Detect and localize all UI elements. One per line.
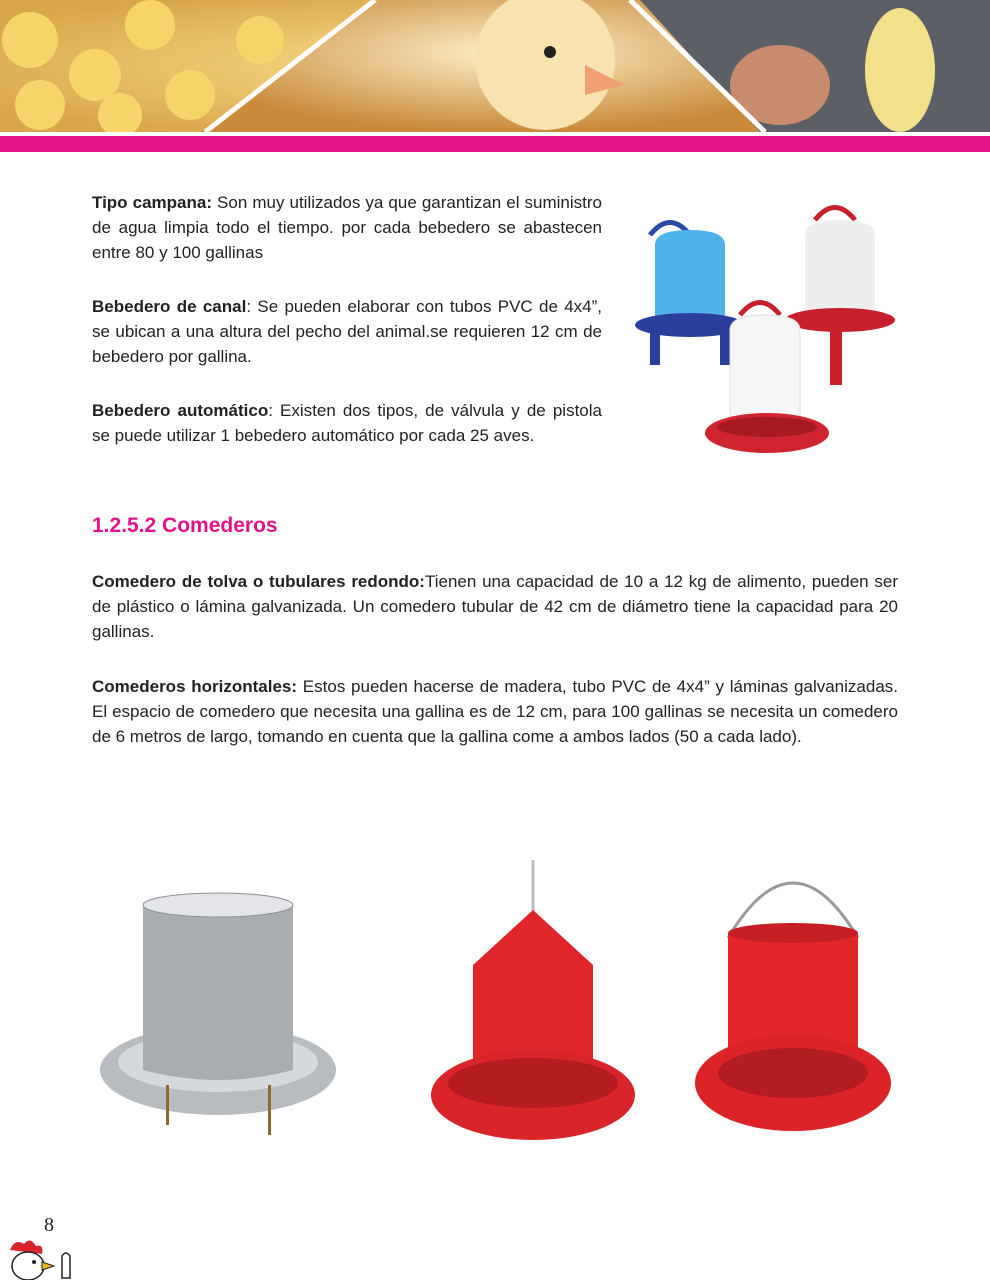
section-heading: 1.2.5.2 Comederos: [92, 514, 278, 537]
term-description: Tienen una capacidad de 10 a 12 kg de alimento, pueden ser de plástico o lámina galvanizada. Un comedero tubular de 42 cm de diámetro tiene la capacidad para 20 gallinas.: [92, 572, 898, 641]
red-bucket-feeder-image: [693, 878, 893, 1148]
header-accent-bar: [0, 136, 990, 152]
galvanized-feeder-image: [98, 890, 338, 1140]
rooster-logo-icon: [2, 1232, 80, 1280]
paragraph-comedero-tolva: [92, 569, 898, 644]
term-description: : Se pueden elaborar con tubos PVC de 4x4”, se ubican a una altura del pecho del animal.se requieren 12 cm de bebedero por gallina.: [92, 297, 602, 366]
bell-drinkers-image: [630, 205, 895, 470]
term-description: Son muy utilizados ya que garantizan el suministro de agua limpia todo el tiempo. por cada bebedero se abastecen entre 80 y 100 gallinas: [92, 193, 602, 262]
term-label: Bebedero automático: [92, 401, 269, 420]
paragraph-tipo-campana: [92, 190, 602, 265]
term-description: : Existen dos tipos, de válvula y de pistola se puede utilizar 1 bebedero automático por cada 25 aves.: [92, 401, 602, 445]
term-label: Comedero de tolva o tubulares redondo:: [92, 572, 425, 591]
term-label: Tipo campana:: [92, 193, 212, 212]
red-plastic-feeder-image: [428, 855, 638, 1160]
term-label: Comederos horizontales:: [92, 677, 298, 696]
paragraph-bebedero-canal: [92, 294, 602, 369]
header-banner-chicks: [0, 0, 990, 132]
term-description: Estos pueden hacerse de madera, tubo PVC de 4x4” y láminas galvanizadas. El espacio de comedero que necesita una gallina es de 12 cm, para 100 gallinas se necesita un comedero de 6 metros de largo, tomando en cuenta que la gallina come a ambos lados (50 a cada lado).: [92, 677, 898, 746]
term-label: Bebedero de canal: [92, 297, 247, 316]
paragraph-comederos-horizontales: [92, 674, 898, 749]
paragraph-bebedero-automatico: [92, 398, 602, 448]
page-number: 8: [44, 1214, 54, 1236]
